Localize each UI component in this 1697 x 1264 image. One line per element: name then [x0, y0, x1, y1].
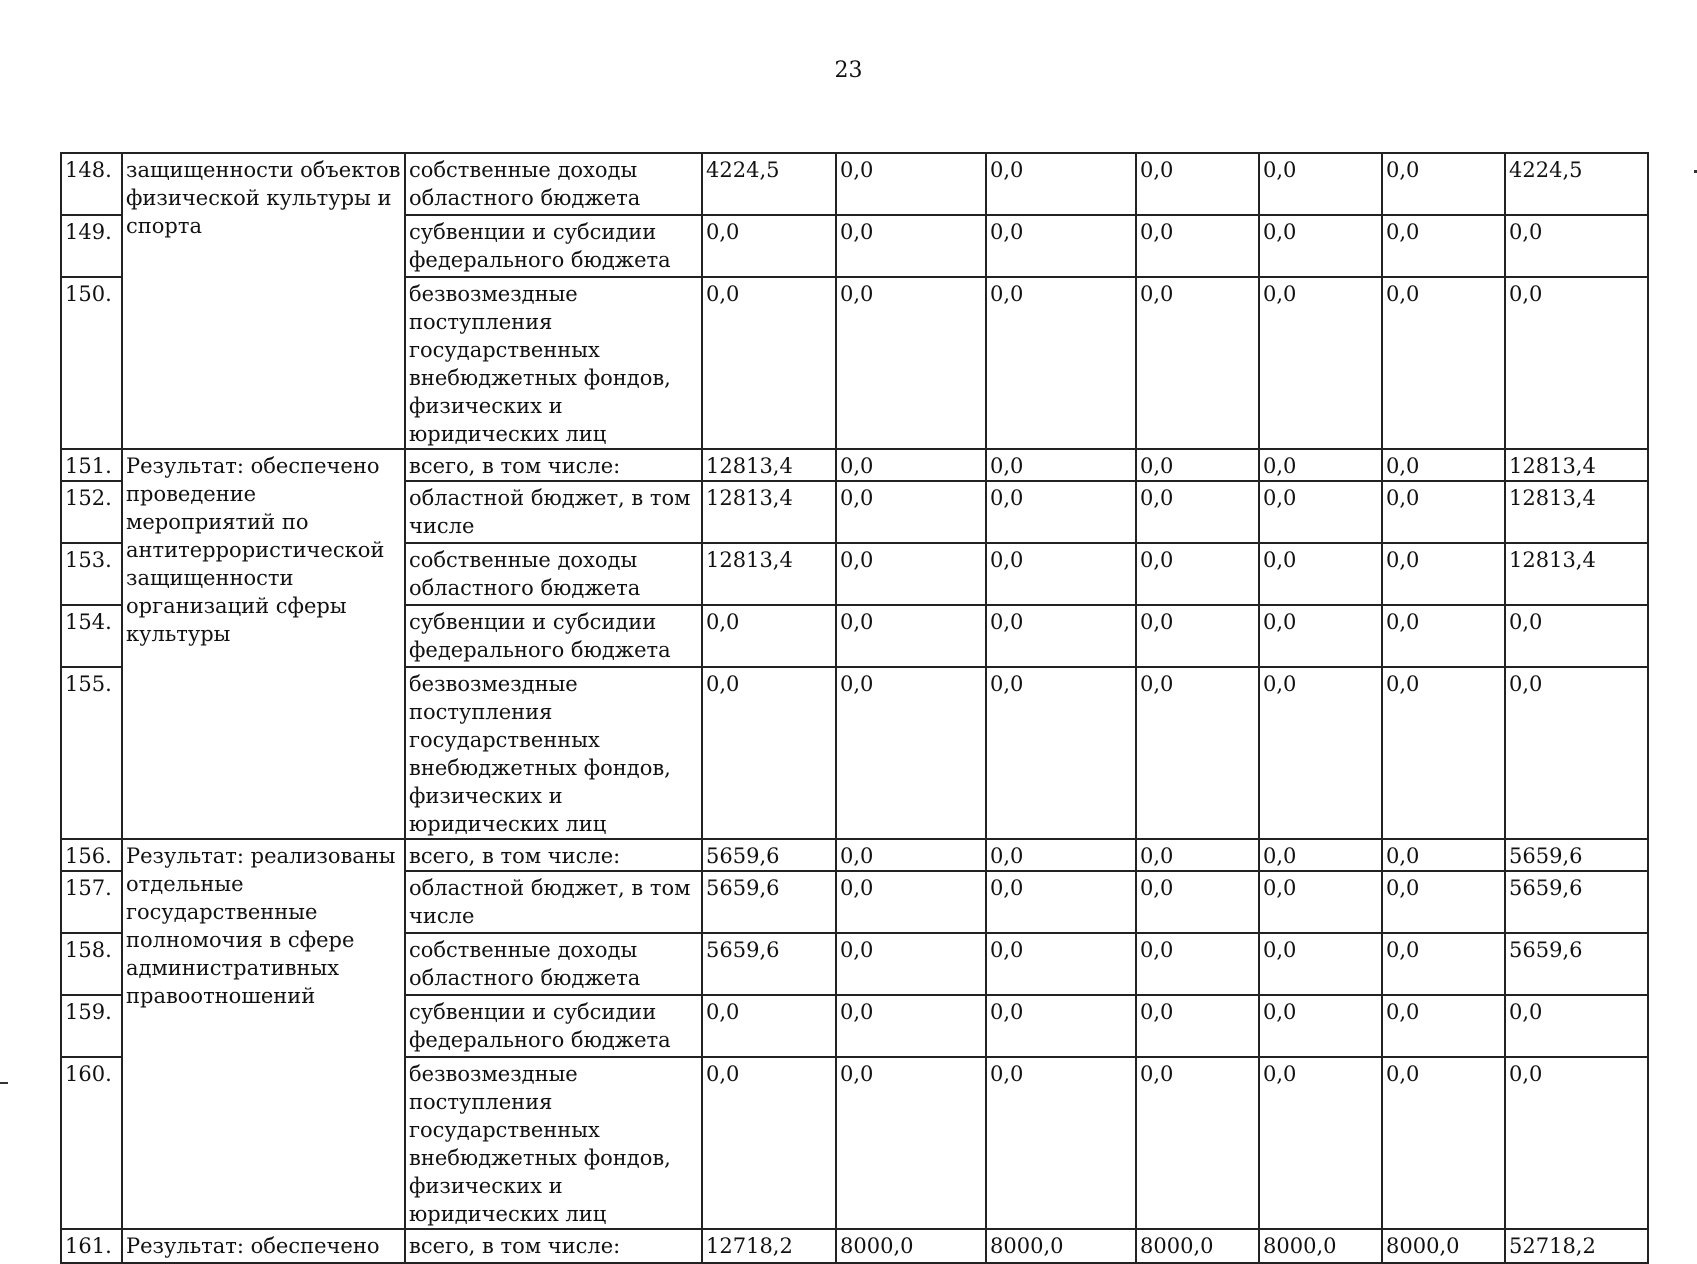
row-number: 153.	[61, 543, 122, 605]
amount-cell: 0,0	[1505, 995, 1648, 1057]
amount-cell: 0,0	[1259, 871, 1382, 933]
amount-cell: 0,0	[1382, 153, 1505, 215]
amount-cell: 0,0	[1259, 933, 1382, 995]
funding-source: субвенции и субсидии федерального бюджета	[405, 215, 702, 277]
amount-cell: 0,0	[1136, 933, 1259, 995]
amount-cell: 0,0	[986, 839, 1136, 871]
amount-cell: 0,0	[1136, 449, 1259, 481]
amount-cell: 0,0	[1382, 839, 1505, 871]
amount-cell: 5659,6	[1505, 839, 1648, 871]
funding-source: собственные доходы областного бюджета	[405, 543, 702, 605]
amount-cell: 0,0	[1505, 277, 1648, 449]
amount-cell: 0,0	[986, 995, 1136, 1057]
row-number: 156.	[61, 839, 122, 871]
row-number: 154.	[61, 605, 122, 667]
amount-cell: 0,0	[1136, 605, 1259, 667]
row-number: 149.	[61, 215, 122, 277]
amount-cell: 0,0	[836, 871, 986, 933]
amount-cell: 5659,6	[702, 839, 836, 871]
amount-cell: 0,0	[986, 215, 1136, 277]
table-row	[61, 1229, 1648, 1263]
amount-cell: 0,0	[836, 153, 986, 215]
amount-cell: 0,0	[986, 449, 1136, 481]
funding-source: собственные доходы областного бюджета	[405, 153, 702, 215]
row-number: 159.	[61, 995, 122, 1057]
amount-cell: 12718,2	[702, 1229, 836, 1263]
amount-cell: 0,0	[836, 605, 986, 667]
amount-cell: 0,0	[1505, 1057, 1648, 1229]
amount-cell: 0,0	[702, 277, 836, 449]
amount-cell: 0,0	[986, 1057, 1136, 1229]
row-number: 152.	[61, 481, 122, 543]
amount-cell: 0,0	[1382, 995, 1505, 1057]
amount-cell: 0,0	[836, 667, 986, 839]
amount-cell: 0,0	[836, 543, 986, 605]
funding-source: всего, в том числе:	[405, 839, 702, 871]
row-number: 151.	[61, 449, 122, 481]
amount-cell: 0,0	[986, 277, 1136, 449]
row-number: 155.	[61, 667, 122, 839]
amount-cell: 0,0	[836, 277, 986, 449]
amount-cell: 0,0	[1382, 605, 1505, 667]
amount-cell: 0,0	[1259, 1057, 1382, 1229]
row-number: 160.	[61, 1057, 122, 1229]
amount-cell: 0,0	[1259, 995, 1382, 1057]
funding-source: всего, в том числе:	[405, 1229, 702, 1263]
amount-cell: 0,0	[1136, 543, 1259, 605]
amount-cell: 0,0	[1136, 153, 1259, 215]
amount-cell: 5659,6	[1505, 933, 1648, 995]
result-label: защищенности объектов физической культуры и спорта	[122, 153, 405, 449]
amount-cell: 0,0	[836, 215, 986, 277]
amount-cell: 8000,0	[1382, 1229, 1505, 1263]
amount-cell: 0,0	[1259, 481, 1382, 543]
row-number: 150.	[61, 277, 122, 449]
amount-cell: 0,0	[1259, 215, 1382, 277]
funding-source: субвенции и субсидии федерального бюджета	[405, 995, 702, 1057]
amount-cell: 0,0	[702, 215, 836, 277]
amount-cell: 12813,4	[1505, 481, 1648, 543]
funding-source: субвенции и субсидии федерального бюджета	[405, 605, 702, 667]
funding-source: безвозмездные поступления государственных внебюджетных фондов, физических и юридических лиц	[405, 277, 702, 449]
amount-cell: 0,0	[986, 153, 1136, 215]
amount-cell: 0,0	[1382, 215, 1505, 277]
amount-cell: 0,0	[1136, 871, 1259, 933]
amount-cell: 0,0	[1382, 871, 1505, 933]
amount-cell: 0,0	[986, 481, 1136, 543]
amount-cell: 0,0	[1382, 543, 1505, 605]
row-number: 148.	[61, 153, 122, 215]
table-row	[61, 449, 1648, 481]
amount-cell: 12813,4	[702, 481, 836, 543]
amount-cell: 0,0	[1259, 667, 1382, 839]
amount-cell: 0,0	[1136, 481, 1259, 543]
amount-cell: 0,0	[1505, 215, 1648, 277]
row-number: 157.	[61, 871, 122, 933]
amount-cell: 0,0	[1259, 153, 1382, 215]
amount-cell: 52718,2	[1505, 1229, 1648, 1263]
amount-cell: 0,0	[1136, 839, 1259, 871]
edge-mark	[0, 1082, 8, 1084]
amount-cell: 0,0	[1259, 449, 1382, 481]
amount-cell: 0,0	[1136, 995, 1259, 1057]
page-number: 23	[834, 58, 863, 83]
amount-cell: 0,0	[836, 839, 986, 871]
result-label: Результат: реализованы отдельные государственные полномочия в сфере административных правоотношений	[122, 839, 405, 1229]
amount-cell: 8000,0	[1259, 1229, 1382, 1263]
amount-cell: 0,0	[836, 449, 986, 481]
amount-cell: 4224,5	[702, 153, 836, 215]
amount-cell: 0,0	[1259, 277, 1382, 449]
amount-cell: 0,0	[1382, 481, 1505, 543]
table-row	[61, 839, 1648, 871]
amount-cell: 12813,4	[1505, 543, 1648, 605]
amount-cell: 8000,0	[836, 1229, 986, 1263]
amount-cell: 0,0	[1136, 667, 1259, 839]
funding-source: областной бюджет, в том числе	[405, 481, 702, 543]
amount-cell: 0,0	[702, 1057, 836, 1229]
amount-cell: 0,0	[836, 933, 986, 995]
amount-cell: 0,0	[986, 667, 1136, 839]
amount-cell: 0,0	[836, 481, 986, 543]
amount-cell: 0,0	[1259, 543, 1382, 605]
funding-source: безвозмездные поступления государственных внебюджетных фондов, физических и юридических лиц	[405, 667, 702, 839]
amount-cell: 4224,5	[1505, 153, 1648, 215]
amount-cell: 8000,0	[986, 1229, 1136, 1263]
amount-cell: 12813,4	[702, 543, 836, 605]
amount-cell: 0,0	[1259, 605, 1382, 667]
amount-cell: 0,0	[1382, 277, 1505, 449]
funding-source: всего, в том числе:	[405, 449, 702, 481]
amount-cell: 5659,6	[702, 933, 836, 995]
amount-cell: 0,0	[1136, 215, 1259, 277]
amount-cell: 0,0	[836, 995, 986, 1057]
funding-source: безвозмездные поступления государственных внебюджетных фондов, физических и юридических лиц	[405, 1057, 702, 1229]
amount-cell: 0,0	[1136, 1057, 1259, 1229]
amount-cell: 0,0	[1382, 667, 1505, 839]
row-number: 161.	[61, 1229, 122, 1263]
amount-cell: 0,0	[1136, 277, 1259, 449]
funding-source: собственные доходы областного бюджета	[405, 933, 702, 995]
amount-cell: 0,0	[986, 543, 1136, 605]
amount-cell: 0,0	[1382, 933, 1505, 995]
table-row	[61, 153, 1648, 215]
row-number: 158.	[61, 933, 122, 995]
budget-table	[60, 152, 1649, 1264]
amount-cell: 0,0	[986, 933, 1136, 995]
amount-cell: 5659,6	[1505, 871, 1648, 933]
amount-cell: 0,0	[1505, 667, 1648, 839]
result-label: Результат: обеспечено	[122, 1229, 405, 1263]
funding-source: областной бюджет, в том числе	[405, 871, 702, 933]
amount-cell: 0,0	[1505, 605, 1648, 667]
amount-cell: 0,0	[836, 1057, 986, 1229]
amount-cell: 8000,0	[1136, 1229, 1259, 1263]
result-label: Результат: обеспечено проведение мероприятий по антитеррористической защищенности организаций сферы культуры	[122, 449, 405, 839]
amount-cell: 0,0	[702, 995, 836, 1057]
amount-cell: 0,0	[986, 605, 1136, 667]
amount-cell: 0,0	[702, 605, 836, 667]
amount-cell: 0,0	[1382, 449, 1505, 481]
amount-cell: 0,0	[702, 667, 836, 839]
amount-cell: 0,0	[986, 871, 1136, 933]
amount-cell: 12813,4	[1505, 449, 1648, 481]
amount-cell: 0,0	[1382, 1057, 1505, 1229]
amount-cell: 12813,4	[702, 449, 836, 481]
amount-cell: 0,0	[1259, 839, 1382, 871]
amount-cell: 5659,6	[702, 871, 836, 933]
